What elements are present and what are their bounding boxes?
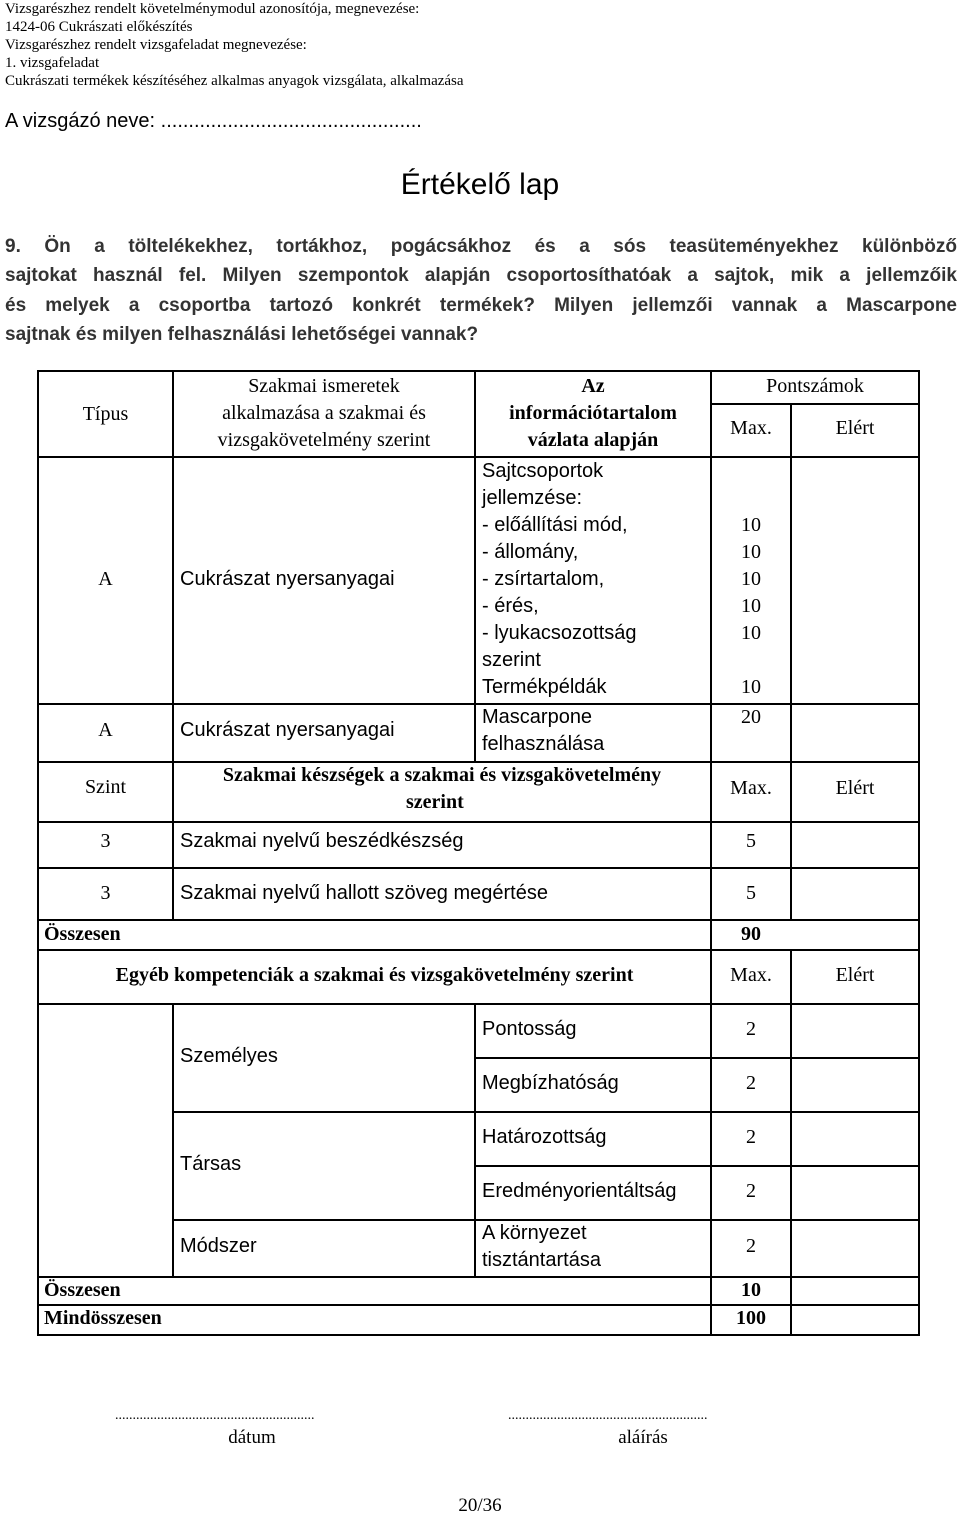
row-divider xyxy=(37,456,920,458)
col-header-szakmai: alkalmazása a szakmai és xyxy=(222,402,426,424)
competency-max: 2 xyxy=(746,1180,756,1202)
page-number: 20/36 xyxy=(458,1495,502,1516)
row-divider xyxy=(474,1165,920,1167)
row-divider xyxy=(172,1111,920,1113)
table-border xyxy=(918,370,920,1334)
module-id: 1424-06 Cukrászati előkészítés xyxy=(5,19,193,35)
row1-max: 10 xyxy=(741,676,761,698)
question-text xyxy=(5,232,957,349)
skills-szint-header: Szint xyxy=(84,776,127,798)
skill1-max: 5 xyxy=(746,830,756,852)
info-line: Sajtcsoportok xyxy=(482,460,604,482)
row2-info: Mascarpone xyxy=(482,706,593,728)
column-divider xyxy=(790,821,792,919)
competency-label: tisztántartása xyxy=(482,1249,601,1271)
row-divider xyxy=(37,867,920,869)
skills-max-header: Max. xyxy=(730,777,772,799)
info-line: szerint xyxy=(482,649,541,671)
page-title: Értékelő lap xyxy=(400,168,560,201)
info-line: - előállítási mód, xyxy=(482,514,628,536)
date-label: dátum xyxy=(228,1427,276,1448)
competency-label: A környezet xyxy=(482,1222,587,1244)
question-line: sajtokat használ fel. Milyen szempontok alapján csoportosíthatóak a sajtok, mik a jellemzőik xyxy=(5,265,957,287)
skill1-szint: 3 xyxy=(100,830,111,852)
row1-tipus: A xyxy=(98,568,113,590)
competency-max: 2 xyxy=(746,1018,756,1040)
grand-total-label: Mindösszesen xyxy=(44,1307,162,1329)
column-divider xyxy=(172,1003,174,1276)
examinee-name-field: A vizsgázó neve: ............................................... xyxy=(5,110,422,132)
total2-value: 10 xyxy=(741,1279,761,1301)
question-line: sajtnak és milyen felhasználási lehetőségei vannak? xyxy=(5,323,479,345)
row2-name: Cukrászat nyersanyagai xyxy=(180,719,395,741)
total1-label: Összesen xyxy=(44,923,121,945)
column-divider xyxy=(172,821,174,919)
info-line: jellemzése: xyxy=(482,487,583,509)
other-elert-header: Elért xyxy=(835,964,875,986)
row-divider xyxy=(37,1334,920,1336)
column-divider xyxy=(790,403,792,821)
row-divider xyxy=(37,1003,920,1005)
row1-max: 10 xyxy=(741,541,761,563)
competency-max: 2 xyxy=(746,1126,756,1148)
row1-max: 10 xyxy=(741,622,761,644)
group-szemelyes: Személyes xyxy=(180,1045,278,1067)
info-line: - állomány, xyxy=(482,541,579,563)
question-line: 9. Ön a töltelékekhez, tortákhoz, pogácsákhoz és a sós teasüteményekhez különböző xyxy=(5,236,957,257)
competency-label: Határozottság xyxy=(482,1126,607,1148)
signature-label: aláírás xyxy=(618,1427,668,1448)
task-number: 1. vizsgafeladat xyxy=(5,55,100,71)
competency-label: Eredményorientáltság xyxy=(482,1180,677,1202)
row2-info: felhasználása xyxy=(482,733,605,755)
row1-max: 10 xyxy=(741,568,761,590)
col-header-szakmai: Szakmai ismeretek xyxy=(248,375,400,397)
row-divider xyxy=(710,403,920,405)
skills-title: Szakmai készségek a szakmai és vizsgakövetelmény xyxy=(222,764,662,786)
skill2-szint: 3 xyxy=(100,882,111,904)
skills-elert-header: Elért xyxy=(835,777,875,799)
row-divider xyxy=(474,1057,920,1059)
skill1-name: Szakmai nyelvű beszédkészség xyxy=(180,830,464,852)
competency-label: Megbízhatóság xyxy=(482,1072,619,1094)
total1-value: 90 xyxy=(741,923,761,945)
skill2-name: Szakmai nyelvű hallott szöveg megértése xyxy=(180,882,548,904)
col-header-pontszamok: Pontszámok xyxy=(766,375,864,397)
total2-label: Összesen xyxy=(44,1279,121,1301)
skills-title: szerint xyxy=(406,791,464,813)
row1-max: 10 xyxy=(741,595,761,617)
other-competencies-title: Egyéb kompetenciák a szakmai és vizsgakövetelmény szerint xyxy=(115,964,634,986)
row-divider xyxy=(37,370,920,372)
col-header-tipus: Típus xyxy=(82,403,129,425)
other-max-header: Max. xyxy=(730,964,772,986)
col-header-info: vázlata alapján xyxy=(527,429,659,451)
task-label: Vizsgarészhez rendelt vizsgafeladat megnevezése: xyxy=(5,37,307,53)
row1-info xyxy=(482,458,637,701)
question-line: és melyek a csoportba tartozó konkrét termékek? Milyen jellemzői vannak a Mascarpone xyxy=(5,294,957,316)
col-header-max: Max. xyxy=(730,417,772,439)
column-divider xyxy=(790,949,792,1334)
column-divider xyxy=(474,1003,476,1276)
row2-max: 20 xyxy=(741,706,761,728)
task-name: Cukrászati termékek készítéséhez alkalmas anyagok vizsgálata, alkalmazása xyxy=(5,73,464,89)
skill2-max: 5 xyxy=(746,882,756,904)
competency-label: Pontosság xyxy=(482,1018,577,1040)
row-divider xyxy=(37,821,920,823)
col-header-info: Az xyxy=(581,375,605,397)
row2-tipus: A xyxy=(98,719,113,741)
grand-total-value: 100 xyxy=(736,1307,766,1329)
date-line: ......................................................... xyxy=(115,1408,315,1423)
row1-name: Cukrászat nyersanyagai xyxy=(180,568,395,590)
info-line: Termékpéldák xyxy=(482,676,607,698)
col-header-info: információtartalom xyxy=(509,402,677,424)
info-line: - lyukacsozottság xyxy=(482,622,637,644)
info-line: - érés, xyxy=(482,595,539,617)
group-modszer: Módszer xyxy=(180,1235,257,1257)
signature-line: ......................................................... xyxy=(508,1408,708,1423)
info-line: - zsírtartalom, xyxy=(482,568,605,590)
competency-max: 2 xyxy=(746,1072,756,1094)
col-header-elert: Elért xyxy=(835,417,875,439)
competency-max: 2 xyxy=(746,1235,756,1257)
col-header-szakmai: vizsgakövetelmény szerint xyxy=(217,429,431,451)
row-divider xyxy=(37,949,920,951)
row1-max: 10 xyxy=(741,514,761,536)
group-tarsas: Társas xyxy=(180,1153,242,1175)
module-label: Vizsgarészhez rendelt követelménymodul azonosítója, megnevezése: xyxy=(5,1,420,17)
